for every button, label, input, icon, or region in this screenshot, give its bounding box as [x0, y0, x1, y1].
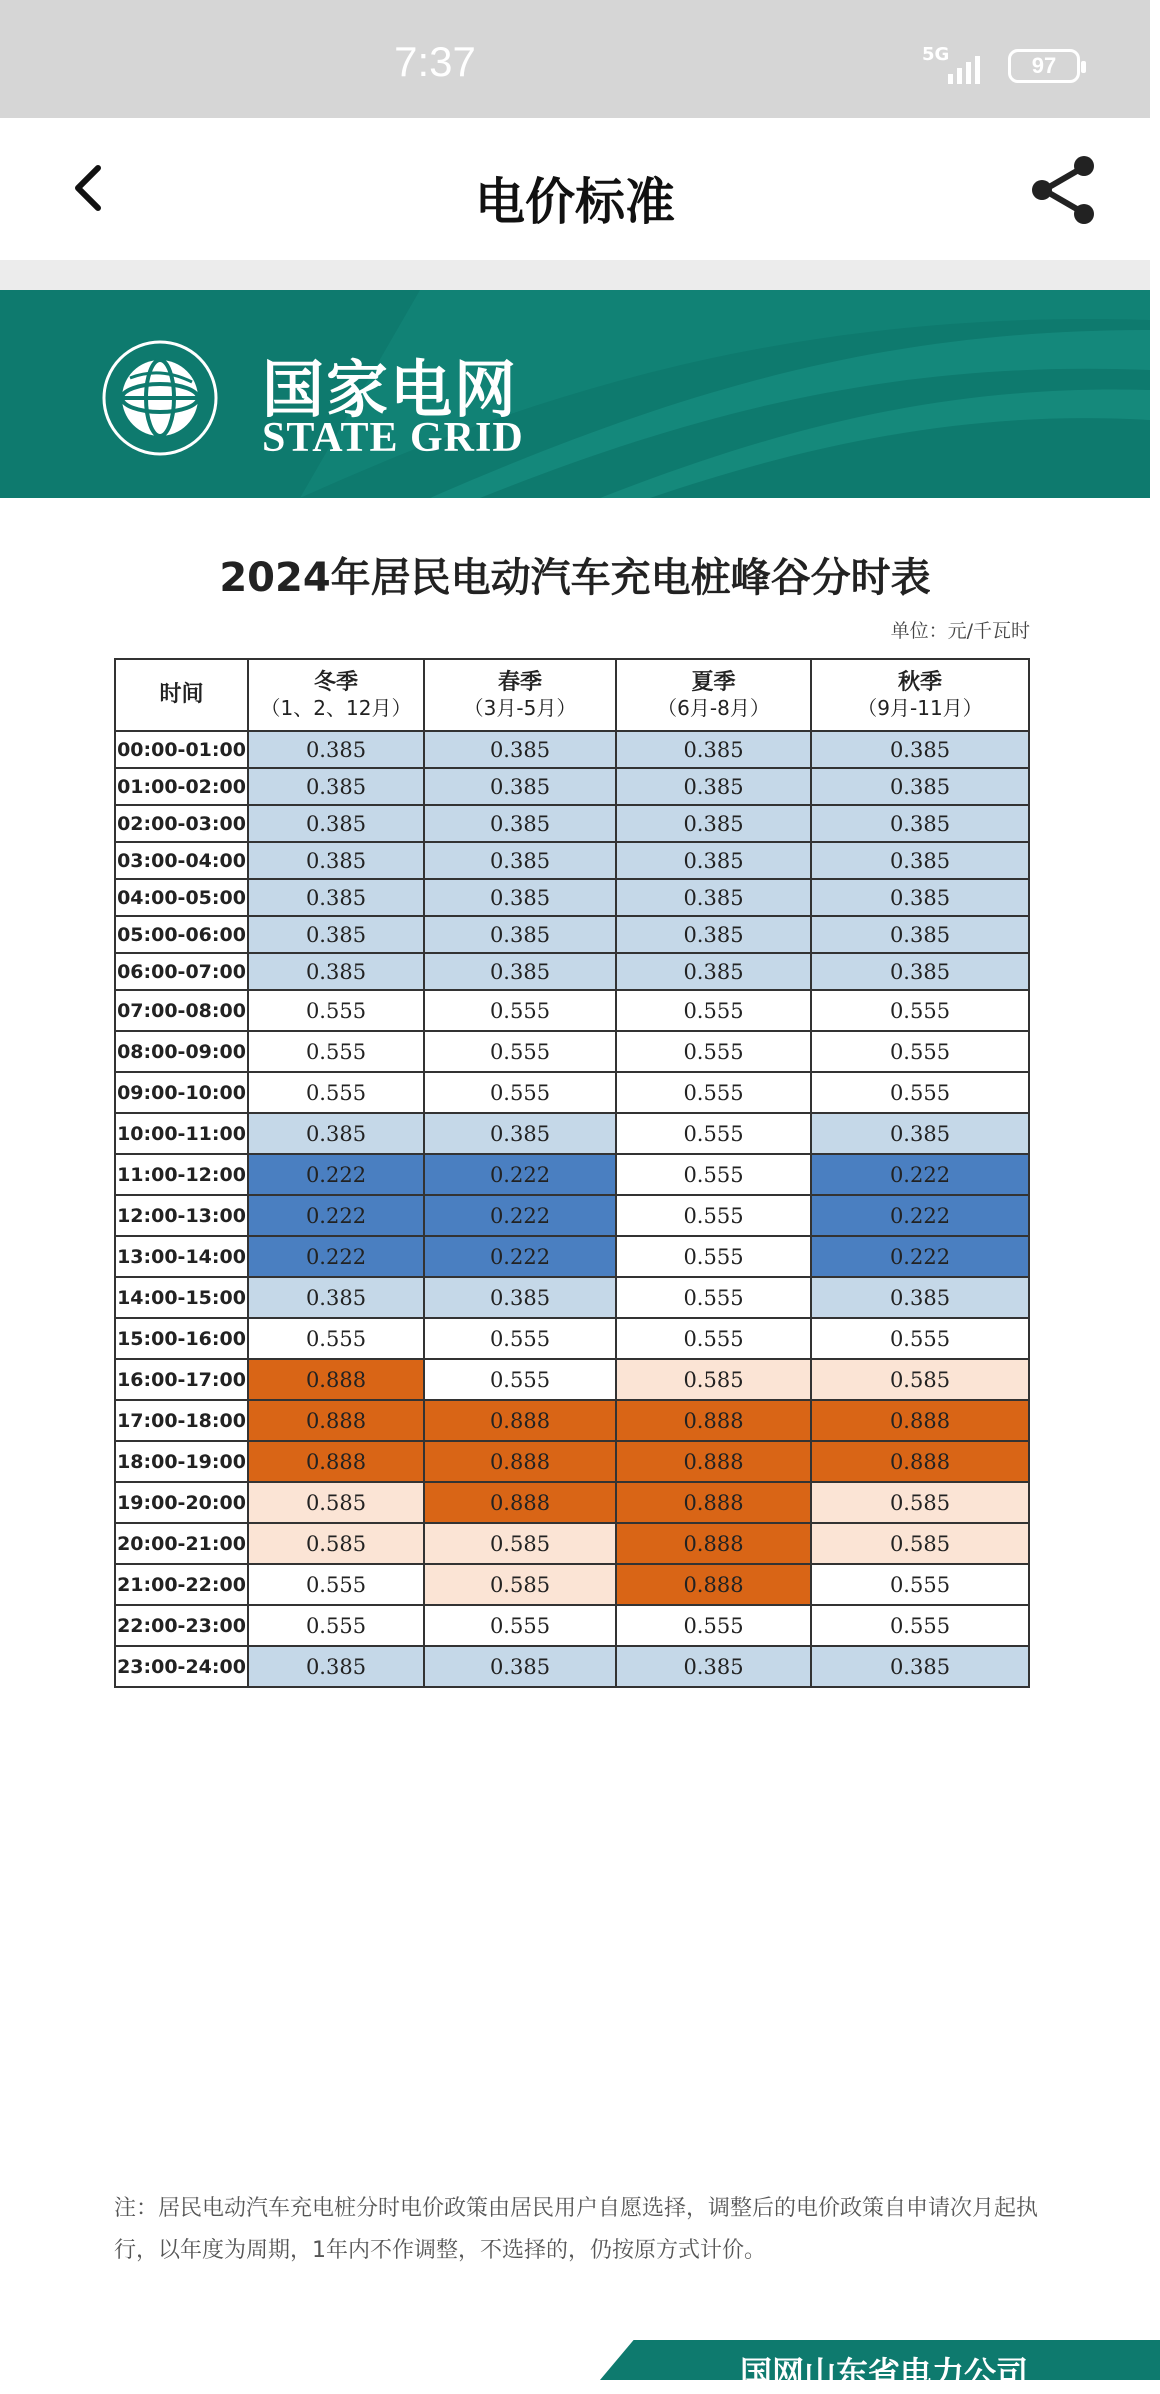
- rate-cell: 0.222: [248, 1195, 424, 1236]
- rate-cell: 0.585: [811, 1523, 1029, 1564]
- rate-cell: 0.385: [248, 768, 424, 805]
- rate-cell: 0.888: [811, 1400, 1029, 1441]
- table-row: [115, 1359, 1029, 1400]
- time-slot-cell: 01:00-02:00: [115, 768, 248, 805]
- rate-cell: 0.385: [616, 1646, 811, 1687]
- time-slot-cell: 03:00-04:00: [115, 842, 248, 879]
- header-season: [248, 659, 424, 731]
- rate-cell: 0.585: [248, 1482, 424, 1523]
- rate-cell: 0.555: [811, 1564, 1029, 1605]
- time-slot-cell: 02:00-03:00: [115, 805, 248, 842]
- rate-cell: 0.385: [811, 768, 1029, 805]
- time-slot-cell: 00:00-01:00: [115, 731, 248, 768]
- rate-cell: 0.385: [616, 805, 811, 842]
- rate-table-body: [115, 731, 1029, 1687]
- brand-name-en: STATE GRID: [262, 415, 524, 461]
- table-row: [115, 953, 1029, 990]
- time-slot-cell: 20:00-21:00: [115, 1523, 248, 1564]
- rate-cell: 0.385: [811, 953, 1029, 990]
- rate-cell: 0.555: [424, 1072, 616, 1113]
- rate-cell: 0.555: [811, 1605, 1029, 1646]
- rate-cell: 0.385: [811, 805, 1029, 842]
- table-row: [115, 1277, 1029, 1318]
- table-row: [115, 1113, 1029, 1154]
- table-row: [115, 731, 1029, 768]
- header-season: [424, 659, 616, 731]
- rate-cell: 0.385: [424, 805, 616, 842]
- rate-cell: 0.385: [616, 953, 811, 990]
- table-row: [115, 1564, 1029, 1605]
- rate-cell: 0.888: [616, 1441, 811, 1482]
- page-gap: [0, 260, 1150, 290]
- rate-cell: 0.222: [248, 1154, 424, 1195]
- rate-cell: 0.555: [424, 1359, 616, 1400]
- rate-cell: 0.385: [248, 1277, 424, 1318]
- page-title: 电价标准: [475, 173, 675, 231]
- rate-cell: 0.385: [424, 731, 616, 768]
- table-row: [115, 1482, 1029, 1523]
- rate-cell: 0.888: [616, 1400, 811, 1441]
- rate-cell: 0.385: [811, 842, 1029, 879]
- state-grid-logo-icon: [100, 338, 220, 458]
- table-row: [115, 1400, 1029, 1441]
- table-row: [115, 1236, 1029, 1277]
- rate-cell: 0.385: [616, 842, 811, 879]
- status-time: 7:37: [394, 38, 476, 85]
- rate-cell: 0.888: [424, 1441, 616, 1482]
- table-row: [115, 1318, 1029, 1359]
- time-slot-cell: 21:00-22:00: [115, 1564, 248, 1605]
- table-row: [115, 1072, 1029, 1113]
- rate-cell: 0.385: [248, 879, 424, 916]
- rate-cell: 0.222: [811, 1154, 1029, 1195]
- battery-icon: 97: [1008, 49, 1080, 83]
- table-row: [115, 1441, 1029, 1482]
- rate-cell: 0.555: [616, 1195, 811, 1236]
- season-months: （6月-8月）: [657, 696, 770, 721]
- rate-cell: 0.888: [616, 1564, 811, 1605]
- rate-cell: 0.585: [424, 1523, 616, 1564]
- rate-cell: 0.385: [424, 768, 616, 805]
- time-slot-cell: 18:00-19:00: [115, 1441, 248, 1482]
- rate-cell: 0.555: [616, 990, 811, 1031]
- season-name: 秋季: [897, 669, 942, 695]
- time-slot-cell: 22:00-23:00: [115, 1605, 248, 1646]
- time-slot-cell: 23:00-24:00: [115, 1646, 248, 1687]
- time-slot-cell: 12:00-13:00: [115, 1195, 248, 1236]
- status-bar: [0, 0, 1150, 118]
- rate-cell: 0.385: [424, 1113, 616, 1154]
- rate-cell: 0.555: [616, 1318, 811, 1359]
- rate-cell: 0.555: [616, 1031, 811, 1072]
- rate-cell: 0.585: [811, 1359, 1029, 1400]
- rate-cell: 0.385: [616, 768, 811, 805]
- rate-cell: 0.385: [248, 1646, 424, 1687]
- rate-cell: 0.555: [616, 1113, 811, 1154]
- network-type: 5G: [922, 44, 950, 65]
- rate-cell: 0.385: [811, 879, 1029, 916]
- rate-cell: 0.555: [811, 1318, 1029, 1359]
- season-name: 春季: [497, 669, 542, 695]
- rate-cell: 0.385: [811, 916, 1029, 953]
- share-button[interactable]: [1024, 150, 1104, 230]
- rate-cell: 0.222: [811, 1236, 1029, 1277]
- rate-cell: 0.555: [424, 1031, 616, 1072]
- rate-cell: 0.385: [424, 879, 616, 916]
- rate-cell: 0.385: [248, 842, 424, 879]
- rate-cell: 0.555: [248, 990, 424, 1031]
- rate-cell: 0.888: [248, 1441, 424, 1482]
- rate-table: [114, 658, 1030, 1688]
- rate-cell: 0.555: [248, 1564, 424, 1605]
- table-row: [115, 805, 1029, 842]
- rate-cell: 0.585: [424, 1564, 616, 1605]
- header-season: [811, 659, 1029, 731]
- table-row: [115, 1195, 1029, 1236]
- rate-cell: 0.888: [616, 1523, 811, 1564]
- time-slot-cell: 16:00-17:00: [115, 1359, 248, 1400]
- rate-cell: 0.555: [248, 1072, 424, 1113]
- rate-cell: 0.385: [424, 1277, 616, 1318]
- table-row: [115, 842, 1029, 879]
- rate-cell: 0.888: [248, 1400, 424, 1441]
- table-row: [115, 1031, 1029, 1072]
- table-row: [115, 1154, 1029, 1195]
- time-slot-cell: 19:00-20:00: [115, 1482, 248, 1523]
- time-slot-cell: 05:00-06:00: [115, 916, 248, 953]
- rate-cell: 0.222: [811, 1195, 1029, 1236]
- rate-cell: 0.385: [811, 731, 1029, 768]
- table-header-row: [115, 659, 1029, 731]
- rate-cell: 0.385: [616, 879, 811, 916]
- rate-cell: 0.385: [424, 916, 616, 953]
- header-time: 时间: [115, 659, 248, 731]
- table-row: [115, 1523, 1029, 1564]
- nav-bar: [0, 118, 1150, 260]
- rate-cell: 0.385: [811, 1277, 1029, 1318]
- table-row: [115, 1605, 1029, 1646]
- season-months: （3月-5月）: [463, 696, 577, 721]
- rate-cell: 0.555: [248, 1318, 424, 1359]
- time-slot-cell: 07:00-08:00: [115, 990, 248, 1031]
- unit-label: 单位：元/千瓦时: [890, 620, 1030, 642]
- rate-cell: 0.385: [616, 731, 811, 768]
- rate-cell: 0.555: [616, 1154, 811, 1195]
- rate-cell: 0.555: [424, 1318, 616, 1359]
- rate-cell: 0.385: [424, 842, 616, 879]
- brand-name-cn: 国家电网: [262, 353, 519, 426]
- table-row: [115, 768, 1029, 805]
- rate-cell: 0.385: [248, 1113, 424, 1154]
- rate-cell: 0.555: [811, 1031, 1029, 1072]
- policy-note: 注：居民电动汽车充电桩分时电价政策由居民用户自愿选择，调整后的电价政策自申请次月起执行，以年度为周期，1年内不作调整，不选择的，仍按原方式计价。: [114, 2196, 1039, 2263]
- rate-cell: 0.385: [811, 1113, 1029, 1154]
- rate-cell: 0.555: [248, 1605, 424, 1646]
- rate-cell: 0.385: [248, 805, 424, 842]
- time-slot-cell: 11:00-12:00: [115, 1154, 248, 1195]
- rate-cell: 0.222: [424, 1236, 616, 1277]
- rate-cell: 0.555: [248, 1031, 424, 1072]
- time-slot-cell: 13:00-14:00: [115, 1236, 248, 1277]
- rate-cell: 0.222: [424, 1154, 616, 1195]
- rate-cell: 0.385: [248, 731, 424, 768]
- rate-cell: 0.555: [424, 1605, 616, 1646]
- rate-cell: 0.555: [616, 1236, 811, 1277]
- rate-cell: 0.888: [811, 1441, 1029, 1482]
- rate-cell: 0.555: [616, 1277, 811, 1318]
- share-icon: [1024, 150, 1104, 230]
- table-row: [115, 990, 1029, 1031]
- time-slot-cell: 17:00-18:00: [115, 1400, 248, 1441]
- time-slot-cell: 14:00-15:00: [115, 1277, 248, 1318]
- rate-cell: 0.585: [248, 1523, 424, 1564]
- time-slot-cell: 10:00-11:00: [115, 1113, 248, 1154]
- season-months: （1、2、12月）: [260, 696, 412, 721]
- rate-cell: 0.385: [616, 916, 811, 953]
- rate-cell: 0.555: [811, 990, 1029, 1031]
- time-slot-cell: 09:00-10:00: [115, 1072, 248, 1113]
- footer-company: 国网山东省电力公司: [740, 2354, 1029, 2392]
- season-name: 冬季: [313, 669, 358, 695]
- rate-cell: 0.555: [616, 1605, 811, 1646]
- table-row: [115, 1646, 1029, 1687]
- rate-cell: 0.555: [616, 1072, 811, 1113]
- time-slot-cell: 08:00-09:00: [115, 1031, 248, 1072]
- rate-cell: 0.888: [424, 1482, 616, 1523]
- rate-cell: 0.385: [424, 953, 616, 990]
- rate-cell: 0.888: [424, 1400, 616, 1441]
- time-slot-cell: 15:00-16:00: [115, 1318, 248, 1359]
- rate-cell: 0.888: [248, 1359, 424, 1400]
- season-months: （9月-11月）: [857, 696, 983, 721]
- season-name: 夏季: [691, 669, 736, 695]
- document-title: 2024年居民电动汽车充电桩峰谷分时表: [219, 555, 931, 601]
- rate-cell: 0.888: [616, 1482, 811, 1523]
- rate-cell: 0.385: [424, 1646, 616, 1687]
- table-row: [115, 916, 1029, 953]
- time-slot-cell: 04:00-05:00: [115, 879, 248, 916]
- time-slot-cell: 06:00-07:00: [115, 953, 248, 990]
- rate-cell: 0.222: [424, 1195, 616, 1236]
- signal-icon: [922, 44, 986, 84]
- rate-cell: 0.555: [811, 1072, 1029, 1113]
- document-content: [0, 498, 1150, 2392]
- rate-cell: 0.385: [248, 916, 424, 953]
- table-row: [115, 879, 1029, 916]
- rate-cell: 0.555: [424, 990, 616, 1031]
- rate-cell: 0.585: [616, 1359, 811, 1400]
- brand-banner: [0, 290, 1150, 498]
- status-indicators: [922, 44, 1080, 84]
- rate-cell: 0.385: [248, 953, 424, 990]
- rate-cell: 0.585: [811, 1482, 1029, 1523]
- header-season: [616, 659, 811, 731]
- rate-cell: 0.222: [248, 1236, 424, 1277]
- rate-cell: 0.385: [811, 1646, 1029, 1687]
